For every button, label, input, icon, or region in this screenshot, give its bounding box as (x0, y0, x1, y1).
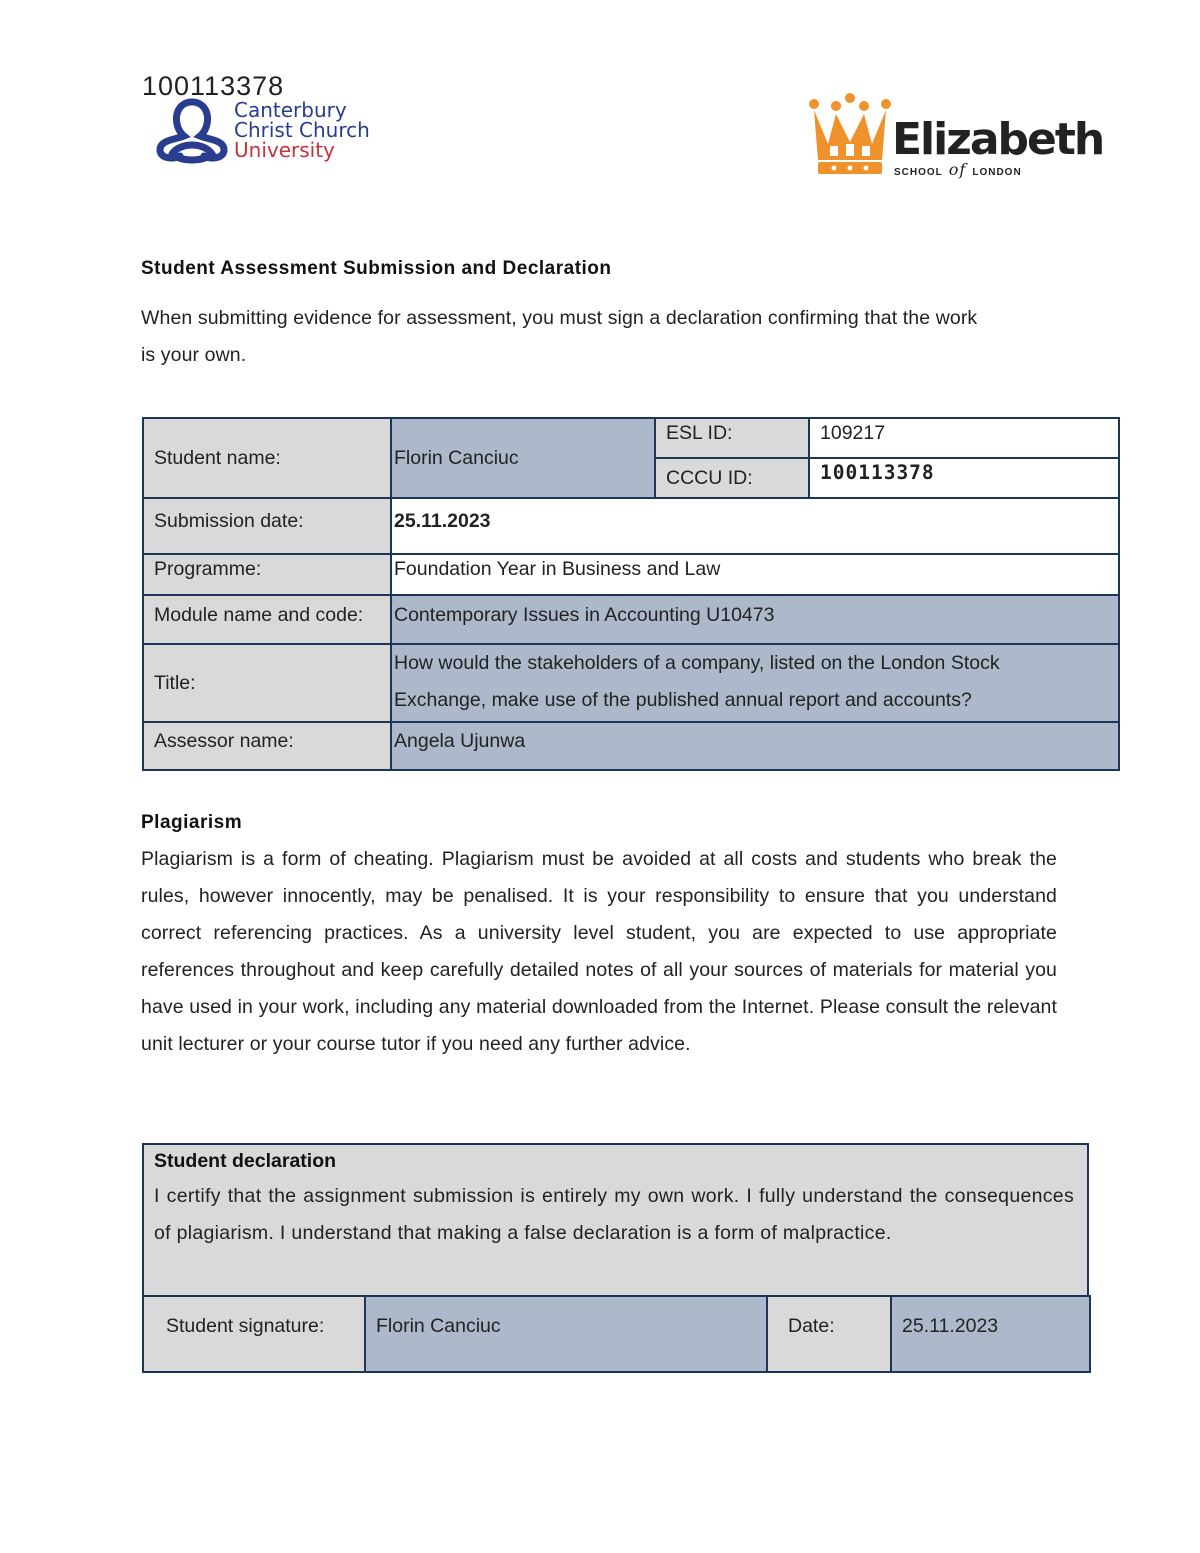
plagiarism-paragraph: Plagiarism is a form of cheating. Plagiarism must be avoided at all costs and students who break the rules, however innocently, may be penalised. It is your responsibility to ensure that you understand correct referencing practices. As a university level student, you are expected to use appropriate references throughout and keep carefully detailed notes of all your sources of materials for material you have used in your work, including any material downloaded from the Internet. Please consult the relevant unit lecturer or your course tutor if you need any further advice. (141, 848, 1057, 1055)
signature-table (142, 1295, 1091, 1373)
declaration-text: I certify that the assignment submission is entirely my own work. I fully understand the consequences of plagiarism. I understand that making a false declaration is a form of malpractice. (154, 1185, 1074, 1244)
assessor-value: Angela Ujunwa (391, 722, 1119, 770)
page-title: Student Assessment Submission and Declaration (141, 258, 612, 279)
title-line-1: How would the stakeholders of a company, listed on the London Stock (394, 652, 1000, 674)
student-name-value: Florin Canciuc (391, 418, 655, 498)
cccu-id-value: 100113378 (809, 458, 1119, 498)
title-line-2: Exchange, make use of the published annual report and accounts? (394, 689, 972, 711)
esl-school: SCHOOL (894, 167, 943, 178)
title-value (391, 644, 1119, 722)
assessor-label: Assessor name: (143, 722, 391, 770)
cccu-line-1: Canterbury (234, 98, 347, 122)
intro-paragraph (141, 300, 1071, 374)
programme-value: Foundation Year in Business and Law (391, 554, 1119, 595)
esl-logo (808, 92, 1104, 182)
intro-line-1: When submitting evidence for assessment, you must sign a declaration confirming that the work (141, 307, 978, 329)
student-name-label: Student name: (143, 418, 391, 498)
cccu-id-label: CCCU ID: (655, 458, 809, 498)
declaration-heading: Student declaration (154, 1150, 337, 1172)
programme-label: Programme: (143, 554, 391, 595)
date-label: Date: (767, 1296, 891, 1372)
cccu-line-3: University (234, 138, 335, 162)
esl-wordmark: Elizabeth (892, 114, 1104, 165)
crown-icon (808, 92, 892, 180)
cccu-line-2: Christ Church (234, 118, 370, 142)
date-value: 25.11.2023 (891, 1296, 1090, 1372)
submission-date-value: 25.11.2023 (391, 498, 1119, 554)
student-declaration-box (142, 1143, 1089, 1297)
esl-subtitle (894, 160, 1022, 179)
esl-of: of (948, 160, 967, 179)
submission-date-label: Submission date: (143, 498, 391, 554)
header-student-number: 100113378 (142, 71, 285, 101)
signature-value: Florin Canciuc (365, 1296, 767, 1372)
cccu-logo (154, 96, 374, 166)
plagiarism-heading: Plagiarism (141, 812, 243, 833)
signature-label: Student signature: (143, 1296, 365, 1372)
title-label: Title: (143, 644, 391, 722)
cccu-trinity-knot-icon (154, 96, 230, 162)
module-label: Module name and code: (143, 595, 391, 644)
submission-details-table (142, 417, 1120, 771)
cccu-wordmark (234, 100, 370, 160)
intro-line-2: is your own. (141, 344, 247, 366)
module-value: Contemporary Issues in Accounting U10473 (391, 595, 1119, 644)
esl-london: LONDON (972, 167, 1022, 178)
esl-id-value: 109217 (809, 418, 1119, 458)
esl-id-label: ESL ID: (655, 418, 809, 458)
